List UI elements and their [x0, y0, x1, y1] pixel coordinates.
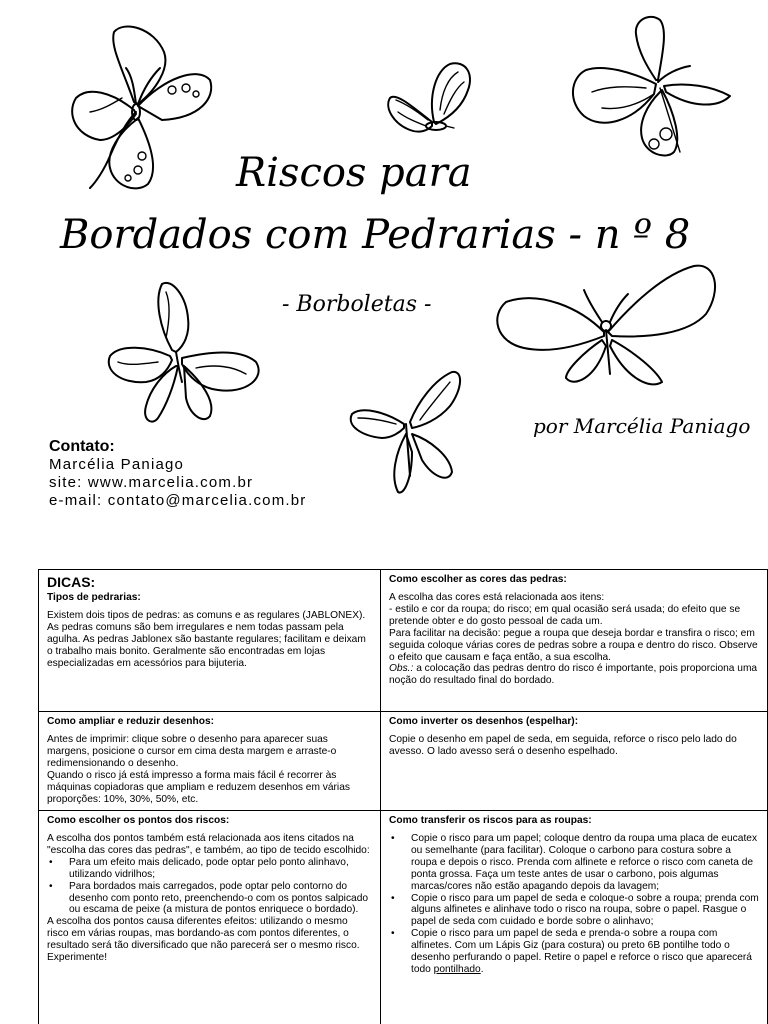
section-title-pedrarias: Tipos de pedrarias: [47, 592, 141, 603]
transferir-bullet-3a: Copie o risco para um papel de seda e prenda-o sobre a roupa com alfinetes. Com um Lápis Giz (para costura) ou preto 6B pontilhe todo o desenho perfurando o papel. Retire o papel e reforce o risco que aparecerá todo [411, 928, 752, 975]
subtitle: - Borboletas - [282, 292, 432, 317]
tips-cell-ampliar [39, 712, 381, 811]
bullet-icon: • [391, 833, 395, 844]
cores-text-3: Para facilitar na decisão: pegue a roupa que deseja bordar e transfira o risco; em seguida coloque várias cores de pedras sobre a roupa e dentro do risco. Observe o efeito que causam e faça então, a sua escolha. [389, 627, 758, 663]
transferir-bullet-2: Copie o risco para um papel de seda e coloque-o sobre a roupa; prenda com alguns alfinetes e alinhave todo o risco na roupa, sobre o papel. Rasgue o papel de seda com cuidado e borde sobre o alinhavo; [411, 892, 759, 928]
transferir-bullet-3-underlined: pontilhado [433, 963, 481, 975]
cores-text-1: A escolha das cores está relacionada aos itens: [389, 592, 605, 603]
tips-cell-pedrarias [39, 570, 381, 712]
list-item [389, 893, 759, 929]
transferir-bullet-3b: . [480, 963, 484, 975]
pedrarias-text-2: As pedras comuns são bem irregulares e nem todas passam pela agulha. As pedras Jablonex são bastante regulares; facilitam e deixam o trabalho mais bonito. Geralmente são encontradas em lojas especializadas em acessórios para bijuteria. [47, 621, 366, 669]
tips-cell-inverter [381, 712, 767, 811]
bullet-icon: • [391, 892, 395, 904]
obs-text: a colocação das pedras dentro do risco é importante, pois proporciona uma noção do resultado final do bordado. [389, 663, 758, 687]
tips-heading: DICAS: [47, 574, 96, 590]
contact-name: Marcélia Paniago [49, 456, 185, 473]
butterfly-2-icon [384, 56, 478, 140]
contact-site: site: www.marcelia.com.br [49, 474, 254, 491]
list-item [47, 857, 372, 881]
list-item [389, 833, 759, 893]
contact-heading: Contato: [49, 438, 115, 455]
butterfly-1-icon [52, 18, 220, 196]
tips-cell-cores [381, 570, 767, 712]
section-title-cores: Como escolher as cores das pedras: [389, 574, 567, 585]
obs-label: Obs.: [389, 663, 414, 675]
butterfly-3-icon [562, 12, 740, 160]
title-line-2: Bordados com Pedrarias - n º 8 [60, 212, 691, 258]
section-title-inverter: Como inverter os desenhos (espelhar): [389, 716, 579, 727]
title-line-1: Riscos para [236, 150, 472, 196]
pontos-text-2: A escolha dos pontos causa diferentes efeitos: utilizando o mesmo risco em várias roupas, mas bordando-as com pontos diferentes, o resultado será tão diversificado que não parecerá ser o mesmo risco. Experimente! [47, 916, 360, 964]
butterfly-5-icon [488, 260, 724, 390]
bullet-icon: • [49, 880, 53, 892]
tips-cell-transferir [381, 811, 767, 1024]
list-item [47, 881, 372, 917]
butterfly-4-icon [100, 278, 266, 426]
tips-table [38, 569, 768, 1024]
contact-email: e-mail: contato@marcelia.com.br [49, 492, 307, 509]
list-item [389, 928, 759, 976]
butterfly-6-icon [346, 368, 466, 498]
ampliar-text-1: Antes de imprimir: clique sobre o desenho para aparecer suas margens, posicione o cursor em cima desta margem e arraste-o redimensionando o desenho. [47, 734, 337, 769]
inverter-text-1: Copie o desenho em papel de seda, em seguida, reforce o risco pelo lado do avesso. O lado avesso será o desenho espelhado. [389, 734, 737, 757]
section-title-pontos: Como escolher os pontos dos riscos: [47, 815, 230, 826]
author-credit: por Marcélia Paniago [533, 414, 751, 438]
bullet-icon: • [391, 928, 395, 940]
contact-block [49, 438, 307, 510]
pontos-bullet-2: Para bordados mais carregados, pode optar pelo contorno do desenho com ponto reto, preenchendo-o com os pontos salpicado ou escama de peixe (a mistura de pontos enriquece o bordado). [69, 880, 369, 916]
transferir-bullet-1: Copie o risco para um papel; coloque dentro da roupa uma placa de eucatex ou semelhante (para facilitar). Coloque o carbono para costura sobre a roupa e depois o risco. Prenda com alfinete e reforce o risco com caneta de ponta grossa. Faça um teste antes de usar o carbono, pois algumas marcas/cores não estão apagando depois da lavagem; [411, 833, 758, 892]
cores-text-4 [389, 663, 759, 687]
section-title-ampliar: Como ampliar e reduzir desenhos: [47, 716, 214, 727]
ampliar-text-2: Quando o risco já está impresso a forma mais fácil é recorrer às máquinas copiadoras que ampliam e reduzem desenhos em várias proporções: 10%, 30%, 50%, etc. [47, 769, 350, 805]
pontos-bullet-1: Para um efeito mais delicado, pode optar pelo ponto alinhavo, utilizando vidrilhos; [69, 856, 349, 880]
pontos-text-1: A escolha dos pontos também está relacionada aos itens citados na "escolha das cores das pedras", e também, ao tipo de tecido escolhido: [47, 833, 370, 856]
tips-cell-pontos [39, 811, 381, 1024]
transferir-bullet-3 [411, 928, 759, 976]
cores-text-2: - estilo e cor da roupa; do risco; em qual ocasião será usada; do efeito que se pretende obter e do gosto pessoal de cada um. [389, 603, 741, 627]
pedrarias-text-1: Existem dois tipos de pedras: as comuns e as regulares (JABLONEX). [47, 610, 366, 621]
section-title-transferir: Como transferir os riscos para as roupas: [389, 815, 592, 826]
bullet-icon: • [49, 856, 53, 868]
